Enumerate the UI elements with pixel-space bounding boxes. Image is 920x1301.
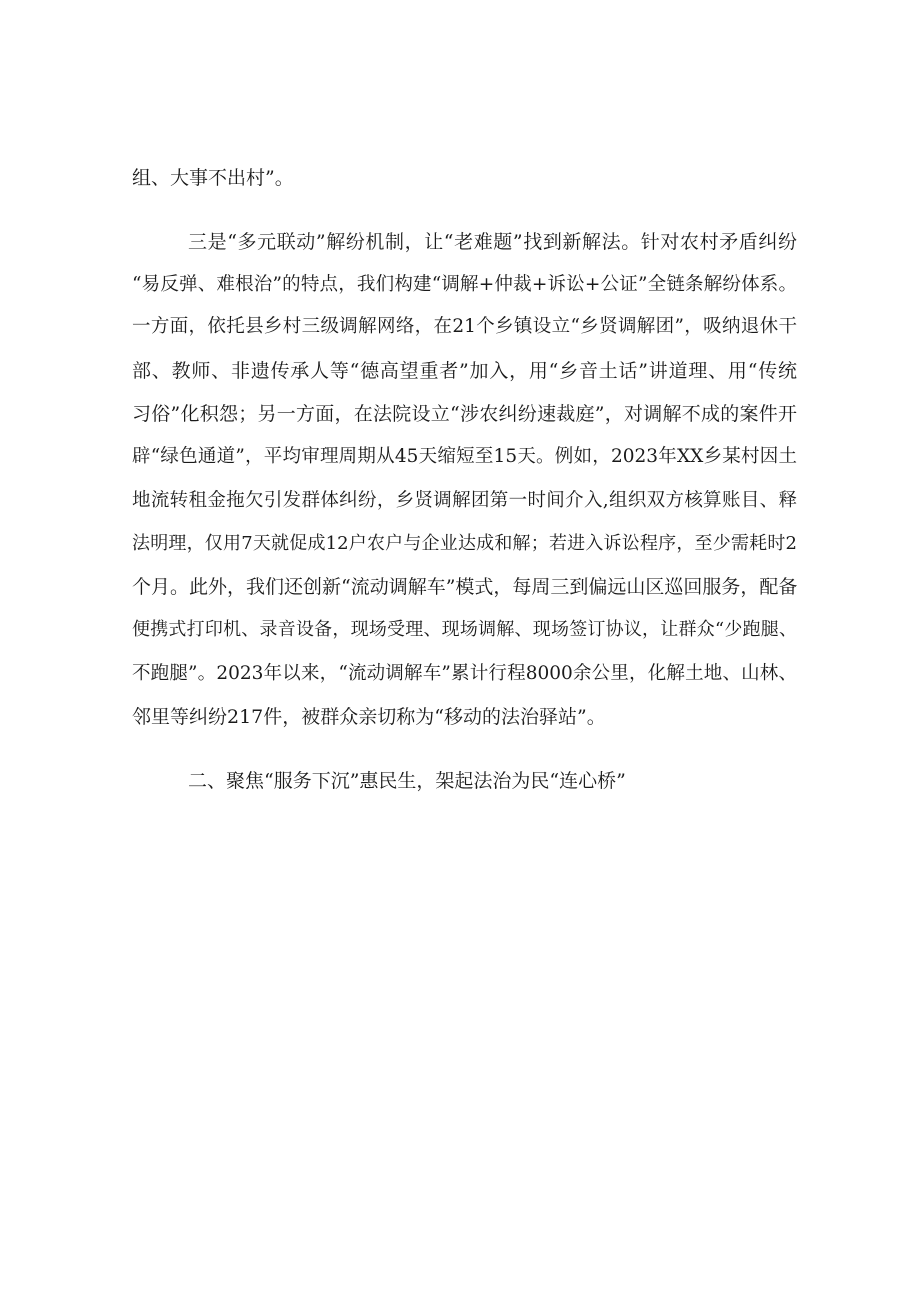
paragraph-line: “易反弹、难根治”的特点，我们构建“调解+仲裁+诉讼+公证”全链条解纷体系。: [132, 274, 797, 295]
paragraph-line: 辟“绿色通道”，平均审理周期从45天缩短至15天。例如，2023年XX乡某村因土: [132, 446, 797, 467]
paragraph-line: 三是“多元联动”解纷机制，让“老难题”找到新解法。针对农村矛盾纠纷: [188, 231, 797, 253]
paragraph-line: 习俗”化积怨；另一方面，在法院设立“涉农纠纷速裁庭”，对调解不成的案件开: [132, 403, 797, 425]
paragraph-line: 便携式打印机、录音设备，现场受理、现场调解、现场签订协议，让群众“少跑腿、: [132, 619, 797, 640]
paragraph-line: 邻里等纠纷217件，被群众亲切称为“移动的法治驿站”。: [132, 706, 606, 728]
continuation-line: 组、大事不出村”。: [132, 167, 294, 189]
paragraph-line: 部、教师、非遗传承人等“德高望重者”加入，用“乡音土话”讲道理、用“传统: [132, 360, 797, 382]
paragraph-line: 地流转租金拖欠引发群体纠纷，乡贤调解团第一时间介入,组织双方核算账目、释: [132, 490, 797, 511]
paragraph-line: 个月。此外，我们还创新“流动调解车”模式，每周三到偏远山区巡回服务，配备: [132, 576, 798, 598]
paragraph-line: 不跑腿”。2023年以来，“流动调解车”累计行程8000余公里，化解土地、山林、: [132, 663, 797, 684]
paragraph-line: 法明理，仅用7天就促成12户农户与企业达成和解；若进入诉讼程序，至少需耗时2: [132, 533, 797, 554]
paragraph-line: 一方面，依托县乡村三级调解网络，在21个乡镇设立“乡贤调解团”，吸纳退休干: [132, 316, 797, 337]
section-heading: 二、聚焦“服务下沉”惠民生，架起法治为民“连心桥”: [188, 770, 626, 792]
